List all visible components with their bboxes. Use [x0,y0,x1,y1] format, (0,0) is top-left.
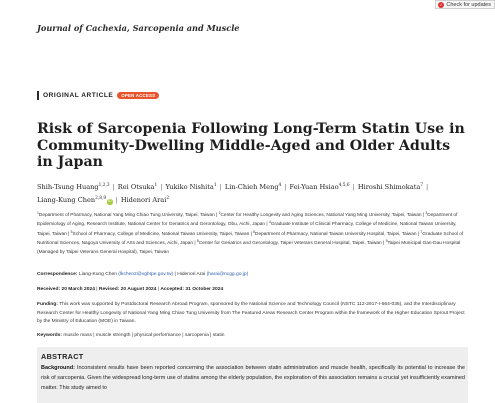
affiliation-number: 8 [196,239,199,244]
affiliation-text: Department of Pharmacy, National Yang Ming Chiao Tung University, Taipei, Taiwan [38,213,215,218]
author-name[interactable]: Liang-Kung Chen [37,195,96,204]
author-name[interactable]: Hiroshi Shimokata [357,183,421,191]
funding-label: Funding: [37,302,58,307]
affiliation-text: Graduate School of Nutritional Sciences, Nagoya University of Arts and Sciences, Aichi, Japan [37,231,464,247]
affiliation-number: 4 [268,220,271,225]
affiliation-separator: | [381,241,386,247]
author-separator: | [284,183,287,191]
accepted-label: Accepted: [160,287,185,292]
affiliation-number: 9 [385,239,388,244]
affiliation-number: 6 [253,229,256,234]
author-separator: | [352,183,355,191]
article-type-row [37,91,159,100]
author-affiliation-ref: 4,5,6 [338,183,350,188]
correspondence [37,272,469,277]
affiliation-number: 7 [420,229,423,234]
author-separator: | [115,195,118,204]
affiliation-separator: | [193,241,197,247]
dates-separator: | [94,287,99,292]
abstract-heading: ABSTRACT [41,352,84,361]
crossmark-icon: ✓ [439,1,444,7]
author-name[interactable]: Shih-Tsung Huang [37,183,99,191]
dates-separator: | [156,287,161,292]
author-separator: | [219,183,222,191]
author-affiliation-ref: 1 [154,183,158,188]
revised-label: Revised: [98,287,120,292]
article-dates [37,287,469,292]
affiliation-separator: | [265,222,269,228]
affiliation-text: School of Pharmacy, College of Medicine, National Taiwan University, Taipei, Taiwan [72,231,250,237]
affiliation-text: Department of Pharmacy, National Taiwan University Hospital, Taipei, Taiwan [255,231,417,237]
affiliation-separator: | [66,231,71,237]
affiliation-separator: | [421,213,426,218]
orcid-icon[interactable]: iD [108,199,112,203]
accepted-date: 31 October 2024 [185,287,224,292]
affiliation-number: 2 [218,211,221,215]
received-label: Received: [37,287,61,292]
affiliation-separator: | [416,231,421,237]
article-type-marker [37,91,39,100]
author-affiliation-ref: 1,2,3 [98,183,110,188]
correspondence-author: Liang-Kung Chen [78,272,117,277]
author-affiliation-ref: 2,8,9 [95,195,107,201]
affiliations [37,211,469,258]
correspondence-separator: | [173,272,178,277]
revised-date: 20 August 2024 [120,287,157,292]
author-name[interactable]: Yukiko Nishita [165,183,214,191]
article-title: Risk of Sarcopenia Following Long-Term Statin Use in Community-Dwelling Middle-Aged and Older Adults in Japan [37,121,465,171]
received-date: 20 March 2024 [61,287,95,292]
abstract-background-label: Background: [41,365,75,371]
author-affiliation-ref: 1 [213,183,217,188]
abstract-text [41,363,465,394]
keywords-text: muscle mass | muscle strength | physical performance | sarcopenia | statin [63,333,225,338]
funding-statement [37,301,469,327]
correspondence-label: Correspondence: [37,272,78,277]
check-for-updates-label: Check for updates [446,1,491,8]
funding-text: This work was supported by Postdoctoral Research Abroad Program, sponsored by the National Science and Technology Council (NSTC 112-2917-I-564-036), and the Interdisciplinary Research Center for Healthy Longevity of National Yang Ming Chiao Tung University from The Featured Areas Research Center Program within the framework of the Higher Education Sprout Project by the Ministry of Education (MOE) in Taiwan. [37,302,465,325]
author-affiliation-ref: 7 [420,183,424,188]
keywords [37,333,469,338]
author-separator: | [160,183,163,191]
author-name[interactable]: Rei Otsuka [117,183,155,191]
author-separator: | [112,183,115,191]
affiliation-number: 3 [425,211,428,215]
correspondence-email-link[interactable]: (harai@ncgg.go.jp) [206,272,249,277]
author-affiliation-ref: 4 [278,183,282,188]
author-affiliation-ref: 2 [166,195,170,201]
affiliation-text: Graduate Institute of Clinical Pharmacy, College of Medicine, National Taiwan University, Taipei, Taiwan [37,222,457,237]
author-name[interactable]: Hidenori Arai [120,195,167,204]
affiliation-separator: | [214,213,219,218]
affiliation-text: Department of Epidemiology of Aging, Research Institute, National Center for Geriatrics and Gerontology, Obu, Aichi, Japan [37,213,458,228]
affiliation-text: Center for Geriatrics and Gerontology, Taipei Veterans General Hospital, Taipei, Taiwan [198,241,382,247]
author-separator: | [426,183,429,191]
abstract-box [37,347,468,403]
keywords-label: Keywords: [37,333,63,338]
affiliation-separator: | [249,231,254,237]
abstract-background-text: Inconsistent results have been reported concerning the association between statin administration and muscle health, specifically its potential to increase the risk of sarcopenia. Given the widespread long-term use of statins among the elderly population, the exploration of this association remains a crucial yet insufficiently examined matter. This study aimed to [41,365,465,392]
article-type-label: ORIGINAL ARTICLE [43,92,114,99]
open-access-badge: OPEN ACCESS [117,92,159,99]
journal-title: Journal of Cachexia, Sarcopenia and Muscle [37,23,240,33]
affiliation-number: 5 [70,229,73,234]
author-list [37,181,467,206]
correspondence-author: Hidenori Arai [177,272,206,277]
affiliation-text: Taipei Municipal Gan-Dau Hospital (Managed by Taipei Veterans General Hospital), Taipei, Taiwan [37,241,461,256]
author-name[interactable]: Lin-Chieh Meng [224,183,279,191]
author-name[interactable]: Fei-Yuan Hsiao [289,183,339,191]
affiliation-text: Center for Healthy Longevity and Aging Sciences, National Yang Ming University, Taipei, Taiwan [220,213,422,218]
correspondence-email-link[interactable]: (lkchen2@vghtpe.gov.tw) [118,272,174,277]
check-for-updates-button[interactable] [435,0,495,9]
affiliation-number: 1 [37,211,39,215]
